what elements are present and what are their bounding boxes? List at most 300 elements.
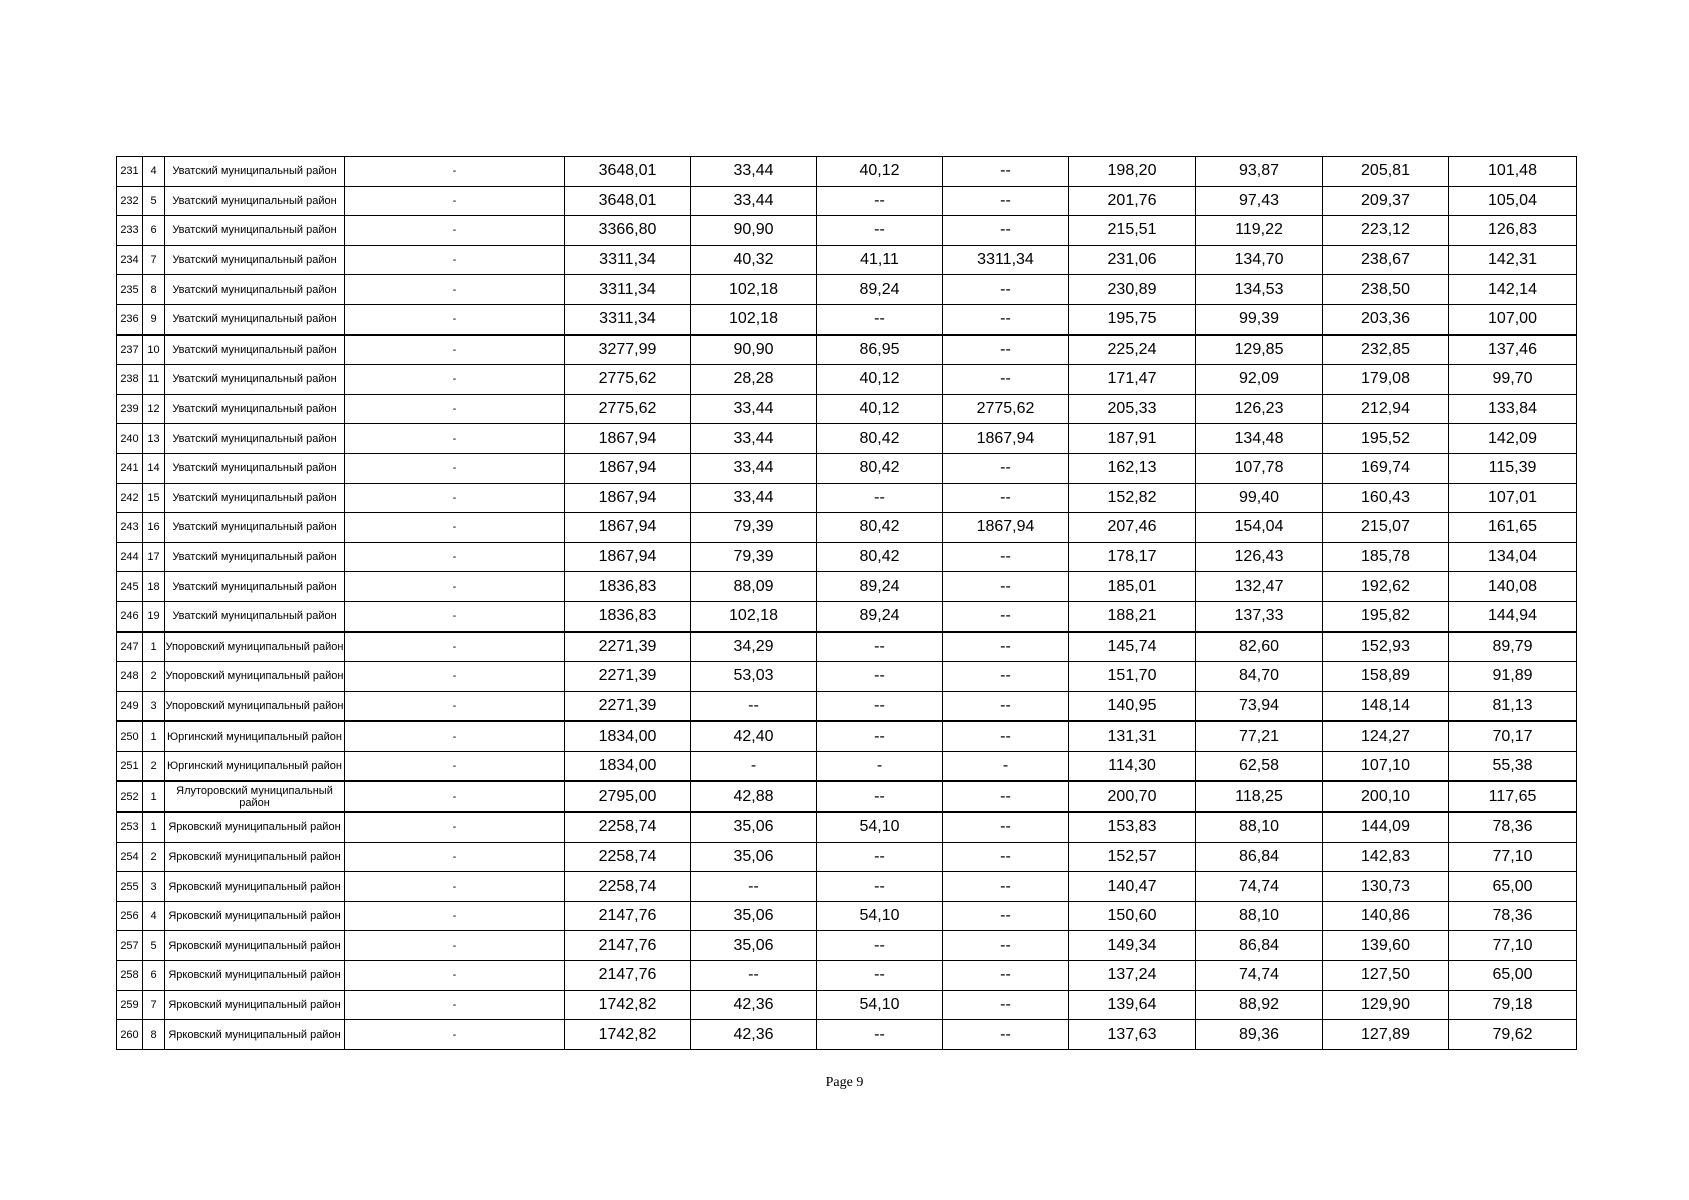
value-cell: -- [691, 961, 817, 991]
value-cell: 105,04 [1449, 186, 1577, 216]
value-cell: -- [817, 781, 943, 812]
sub-number: 10 [143, 335, 165, 365]
value-cell: -- [943, 961, 1069, 991]
value-cell: 86,95 [817, 335, 943, 365]
value-cell: 78,36 [1449, 812, 1577, 842]
value-cell: -- [943, 721, 1069, 751]
value-cell: 40,12 [817, 157, 943, 187]
value-cell: 89,79 [1449, 632, 1577, 662]
value-cell: -- [943, 601, 1069, 631]
row-number: 245 [117, 572, 143, 602]
district-name: Ярковский муниципальный район [165, 872, 345, 902]
value-cell: 90,90 [691, 335, 817, 365]
row-number: 250 [117, 721, 143, 751]
value-cell: 88,10 [1196, 901, 1323, 931]
district-name: Уватский муниципальный район [165, 335, 345, 365]
table-body [117, 157, 1577, 1050]
sub-number: 1 [143, 812, 165, 842]
table-row [117, 365, 1577, 395]
value-cell: 188,21 [1069, 601, 1196, 631]
value-cell: 152,82 [1069, 483, 1196, 513]
table-row [117, 245, 1577, 275]
value-cell: 1867,94 [565, 424, 691, 454]
value-cell: 195,52 [1323, 424, 1449, 454]
sub-number: 6 [143, 216, 165, 246]
table-row [117, 842, 1577, 872]
value-cell: 126,83 [1449, 216, 1577, 246]
note-cell: - [345, 812, 565, 842]
value-cell: 1867,94 [565, 483, 691, 513]
value-cell: -- [691, 691, 817, 721]
value-cell: 2147,76 [565, 961, 691, 991]
value-cell: 90,90 [691, 216, 817, 246]
district-name: Юргинский муниципальный район [165, 751, 345, 781]
value-cell: 107,10 [1323, 751, 1449, 781]
table-row [117, 751, 1577, 781]
table-row [117, 483, 1577, 513]
sub-number: 3 [143, 691, 165, 721]
value-cell: 179,08 [1323, 365, 1449, 395]
value-cell: -- [943, 304, 1069, 334]
district-name: Ярковский муниципальный район [165, 961, 345, 991]
sub-number: 19 [143, 601, 165, 631]
value-cell: 140,86 [1323, 901, 1449, 931]
value-cell: 223,12 [1323, 216, 1449, 246]
note-cell: - [345, 1020, 565, 1050]
table-row [117, 601, 1577, 631]
value-cell: 129,90 [1323, 990, 1449, 1020]
value-cell: 145,74 [1069, 632, 1196, 662]
value-cell: 73,94 [1196, 691, 1323, 721]
value-cell: 215,51 [1069, 216, 1196, 246]
table-row [117, 335, 1577, 365]
value-cell: 148,14 [1323, 691, 1449, 721]
value-cell: -- [943, 872, 1069, 902]
value-cell: 86,84 [1196, 842, 1323, 872]
row-number: 253 [117, 812, 143, 842]
table-row [117, 901, 1577, 931]
value-cell: 102,18 [691, 601, 817, 631]
district-name: Уватский муниципальный район [165, 216, 345, 246]
value-cell: 79,62 [1449, 1020, 1577, 1050]
district-name: Уватский муниципальный район [165, 186, 345, 216]
value-cell: 77,21 [1196, 721, 1323, 751]
sub-number: 1 [143, 721, 165, 751]
value-cell: 77,10 [1449, 931, 1577, 961]
sub-number: 6 [143, 961, 165, 991]
table-row [117, 304, 1577, 334]
page-number: Page 9 [825, 1075, 864, 1090]
district-name: Уватский муниципальный район [165, 365, 345, 395]
note-cell: - [345, 304, 565, 334]
district-name: Ялуторовский муниципальный район [165, 781, 345, 812]
value-cell: 137,46 [1449, 335, 1577, 365]
value-cell: 154,04 [1196, 513, 1323, 543]
table-row [117, 961, 1577, 991]
district-name: Уватский муниципальный район [165, 572, 345, 602]
note-cell: - [345, 365, 565, 395]
value-cell: 33,44 [691, 424, 817, 454]
sub-number: 14 [143, 453, 165, 483]
value-cell: 132,47 [1196, 572, 1323, 602]
value-cell: 162,13 [1069, 453, 1196, 483]
sub-number: 2 [143, 662, 165, 692]
value-cell: 139,64 [1069, 990, 1196, 1020]
value-cell: 209,37 [1323, 186, 1449, 216]
note-cell: - [345, 990, 565, 1020]
district-name: Упоровский муниципальный район [165, 632, 345, 662]
value-cell: 65,00 [1449, 872, 1577, 902]
row-number: 260 [117, 1020, 143, 1050]
value-cell: -- [943, 335, 1069, 365]
value-cell: 3277,99 [565, 335, 691, 365]
sub-number: 5 [143, 931, 165, 961]
value-cell: 142,83 [1323, 842, 1449, 872]
sub-number: 11 [143, 365, 165, 395]
district-name: Ярковский муниципальный район [165, 990, 345, 1020]
value-cell: 1867,94 [565, 513, 691, 543]
value-cell: 79,18 [1449, 990, 1577, 1020]
value-cell: - [691, 751, 817, 781]
value-cell: 131,31 [1069, 721, 1196, 751]
district-name: Уватский муниципальный район [165, 424, 345, 454]
sub-number: 12 [143, 394, 165, 424]
value-cell: 142,14 [1449, 275, 1577, 305]
row-number: 258 [117, 961, 143, 991]
table-row [117, 275, 1577, 305]
value-cell: -- [817, 216, 943, 246]
value-cell: 1836,83 [565, 601, 691, 631]
sub-number: 7 [143, 245, 165, 275]
value-cell: 35,06 [691, 901, 817, 931]
value-cell: 35,06 [691, 931, 817, 961]
note-cell: - [345, 572, 565, 602]
value-cell: 2147,76 [565, 931, 691, 961]
value-cell: 54,10 [817, 812, 943, 842]
value-cell: 119,22 [1196, 216, 1323, 246]
value-cell: 2775,62 [943, 394, 1069, 424]
value-cell: 1742,82 [565, 1020, 691, 1050]
value-cell: 33,44 [691, 157, 817, 187]
row-number: 255 [117, 872, 143, 902]
table-row [117, 394, 1577, 424]
value-cell: 152,57 [1069, 842, 1196, 872]
value-cell: 3311,34 [565, 275, 691, 305]
value-cell: 82,60 [1196, 632, 1323, 662]
row-number: 232 [117, 186, 143, 216]
note-cell: - [345, 721, 565, 751]
value-cell: 205,33 [1069, 394, 1196, 424]
value-cell: 195,82 [1323, 601, 1449, 631]
value-cell: 178,17 [1069, 542, 1196, 572]
value-cell: 185,01 [1069, 572, 1196, 602]
value-cell: 81,13 [1449, 691, 1577, 721]
value-cell: 187,91 [1069, 424, 1196, 454]
row-number: 231 [117, 157, 143, 187]
value-cell: 42,88 [691, 781, 817, 812]
note-cell: - [345, 275, 565, 305]
value-cell: 101,48 [1449, 157, 1577, 187]
value-cell: 53,03 [691, 662, 817, 692]
value-cell: 107,00 [1449, 304, 1577, 334]
value-cell: 144,94 [1449, 601, 1577, 631]
value-cell: 140,95 [1069, 691, 1196, 721]
sub-number: 4 [143, 157, 165, 187]
value-cell: 161,65 [1449, 513, 1577, 543]
row-number: 241 [117, 453, 143, 483]
tariff-table [116, 156, 1577, 1050]
value-cell: -- [943, 365, 1069, 395]
value-cell: -- [691, 872, 817, 902]
row-number: 247 [117, 632, 143, 662]
value-cell: 124,27 [1323, 721, 1449, 751]
note-cell: - [345, 601, 565, 631]
table-row [117, 721, 1577, 751]
value-cell: 99,40 [1196, 483, 1323, 513]
value-cell: 1867,94 [943, 513, 1069, 543]
row-number: 256 [117, 901, 143, 931]
value-cell: 151,70 [1069, 662, 1196, 692]
table-row [117, 990, 1577, 1020]
value-cell: 3311,34 [943, 245, 1069, 275]
value-cell: 2795,00 [565, 781, 691, 812]
value-cell: - [817, 751, 943, 781]
note-cell: - [345, 781, 565, 812]
value-cell: 192,62 [1323, 572, 1449, 602]
value-cell: 215,07 [1323, 513, 1449, 543]
value-cell: 88,09 [691, 572, 817, 602]
value-cell: 152,93 [1323, 632, 1449, 662]
sub-number: 16 [143, 513, 165, 543]
note-cell: - [345, 842, 565, 872]
value-cell: 1834,00 [565, 721, 691, 751]
value-cell: 78,36 [1449, 901, 1577, 931]
table-row [117, 812, 1577, 842]
value-cell: 142,09 [1449, 424, 1577, 454]
row-number: 259 [117, 990, 143, 1020]
district-name: Уватский муниципальный район [165, 483, 345, 513]
value-cell: - [943, 751, 1069, 781]
sub-number: 15 [143, 483, 165, 513]
district-name: Ярковский муниципальный район [165, 842, 345, 872]
row-number: 254 [117, 842, 143, 872]
row-number: 238 [117, 365, 143, 395]
value-cell: 86,84 [1196, 931, 1323, 961]
value-cell: 150,60 [1069, 901, 1196, 931]
sub-number: 9 [143, 304, 165, 334]
value-cell: -- [817, 662, 943, 692]
value-cell: 203,36 [1323, 304, 1449, 334]
table-row [117, 662, 1577, 692]
value-cell: -- [943, 542, 1069, 572]
note-cell: - [345, 632, 565, 662]
table-row [117, 632, 1577, 662]
row-number: 233 [117, 216, 143, 246]
value-cell: 40,32 [691, 245, 817, 275]
value-cell: 62,58 [1196, 751, 1323, 781]
note-cell: - [345, 931, 565, 961]
value-cell: 74,74 [1196, 961, 1323, 991]
value-cell: 93,87 [1196, 157, 1323, 187]
value-cell: -- [943, 1020, 1069, 1050]
value-cell: -- [817, 721, 943, 751]
value-cell: 40,12 [817, 365, 943, 395]
district-name: Уватский муниципальный район [165, 394, 345, 424]
row-number: 234 [117, 245, 143, 275]
value-cell: -- [817, 931, 943, 961]
table-row [117, 216, 1577, 246]
value-cell: 134,48 [1196, 424, 1323, 454]
value-cell: 115,39 [1449, 453, 1577, 483]
value-cell: 99,70 [1449, 365, 1577, 395]
value-cell: 89,36 [1196, 1020, 1323, 1050]
sub-number: 2 [143, 842, 165, 872]
value-cell: 54,10 [817, 990, 943, 1020]
value-cell: 77,10 [1449, 842, 1577, 872]
value-cell: 127,50 [1323, 961, 1449, 991]
note-cell: - [345, 513, 565, 543]
value-cell: -- [943, 781, 1069, 812]
sub-number: 1 [143, 781, 165, 812]
value-cell: 205,81 [1323, 157, 1449, 187]
row-number: 236 [117, 304, 143, 334]
value-cell: 200,70 [1069, 781, 1196, 812]
value-cell: -- [943, 275, 1069, 305]
value-cell: 42,36 [691, 990, 817, 1020]
note-cell: - [345, 335, 565, 365]
value-cell: 3366,80 [565, 216, 691, 246]
value-cell: -- [943, 186, 1069, 216]
value-cell: 102,18 [691, 304, 817, 334]
sub-number: 8 [143, 275, 165, 305]
row-number: 244 [117, 542, 143, 572]
value-cell: -- [943, 901, 1069, 931]
table-row [117, 542, 1577, 572]
value-cell: 225,24 [1069, 335, 1196, 365]
value-cell: 133,84 [1449, 394, 1577, 424]
row-number: 252 [117, 781, 143, 812]
value-cell: 185,78 [1323, 542, 1449, 572]
note-cell: - [345, 394, 565, 424]
value-cell: 231,06 [1069, 245, 1196, 275]
district-name: Ярковский муниципальный район [165, 931, 345, 961]
row-number: 243 [117, 513, 143, 543]
value-cell: 28,28 [691, 365, 817, 395]
value-cell: 144,09 [1323, 812, 1449, 842]
table-row [117, 453, 1577, 483]
value-cell: 114,30 [1069, 751, 1196, 781]
district-name: Уватский муниципальный район [165, 275, 345, 305]
value-cell: 3311,34 [565, 304, 691, 334]
value-cell: 80,42 [817, 424, 943, 454]
table-row [117, 781, 1577, 812]
table-row [117, 186, 1577, 216]
value-cell: 158,89 [1323, 662, 1449, 692]
row-number: 239 [117, 394, 143, 424]
value-cell: 195,75 [1069, 304, 1196, 334]
value-cell: 34,29 [691, 632, 817, 662]
table-row [117, 572, 1577, 602]
value-cell: 2271,39 [565, 632, 691, 662]
value-cell: -- [817, 872, 943, 902]
note-cell: - [345, 186, 565, 216]
value-cell: -- [943, 157, 1069, 187]
note-cell: - [345, 483, 565, 513]
value-cell: 33,44 [691, 453, 817, 483]
row-number: 240 [117, 424, 143, 454]
value-cell: 35,06 [691, 842, 817, 872]
row-number: 251 [117, 751, 143, 781]
note-cell: - [345, 662, 565, 692]
note-cell: - [345, 872, 565, 902]
note-cell: - [345, 157, 565, 187]
note-cell: - [345, 751, 565, 781]
value-cell: 134,04 [1449, 542, 1577, 572]
district-name: Ярковский муниципальный район [165, 1020, 345, 1050]
value-cell: 55,38 [1449, 751, 1577, 781]
value-cell: 79,39 [691, 513, 817, 543]
value-cell: 153,83 [1069, 812, 1196, 842]
note-cell: - [345, 424, 565, 454]
value-cell: 79,39 [691, 542, 817, 572]
note-cell: - [345, 216, 565, 246]
value-cell: -- [817, 691, 943, 721]
value-cell: 84,70 [1196, 662, 1323, 692]
value-cell: 89,24 [817, 572, 943, 602]
value-cell: 1834,00 [565, 751, 691, 781]
value-cell: 107,78 [1196, 453, 1323, 483]
district-name: Уватский муниципальный район [165, 157, 345, 187]
value-cell: 54,10 [817, 901, 943, 931]
sub-number: 13 [143, 424, 165, 454]
value-cell: 102,18 [691, 275, 817, 305]
district-name: Уватский муниципальный район [165, 542, 345, 572]
value-cell: 42,36 [691, 1020, 817, 1050]
value-cell: -- [943, 842, 1069, 872]
value-cell: 3648,01 [565, 186, 691, 216]
value-cell: 3648,01 [565, 157, 691, 187]
value-cell: -- [817, 1020, 943, 1050]
value-cell: 129,85 [1196, 335, 1323, 365]
value-cell: 80,42 [817, 453, 943, 483]
value-cell: 169,74 [1323, 453, 1449, 483]
value-cell: 92,09 [1196, 365, 1323, 395]
value-cell: 70,17 [1449, 721, 1577, 751]
table-row [117, 513, 1577, 543]
value-cell: 126,43 [1196, 542, 1323, 572]
value-cell: 74,74 [1196, 872, 1323, 902]
value-cell: 118,25 [1196, 781, 1323, 812]
district-name: Упоровский муниципальный район [165, 662, 345, 692]
value-cell: 142,31 [1449, 245, 1577, 275]
value-cell: -- [817, 961, 943, 991]
value-cell: -- [943, 931, 1069, 961]
row-number: 249 [117, 691, 143, 721]
sub-number: 8 [143, 1020, 165, 1050]
sub-number: 3 [143, 872, 165, 902]
value-cell: -- [943, 483, 1069, 513]
value-cell: 134,70 [1196, 245, 1323, 275]
value-cell: 89,24 [817, 275, 943, 305]
district-name: Ярковский муниципальный район [165, 812, 345, 842]
row-number: 237 [117, 335, 143, 365]
value-cell: 91,89 [1449, 662, 1577, 692]
table-row [117, 691, 1577, 721]
value-cell: 97,43 [1196, 186, 1323, 216]
value-cell: 238,67 [1323, 245, 1449, 275]
value-cell: 65,00 [1449, 961, 1577, 991]
value-cell: -- [817, 632, 943, 662]
